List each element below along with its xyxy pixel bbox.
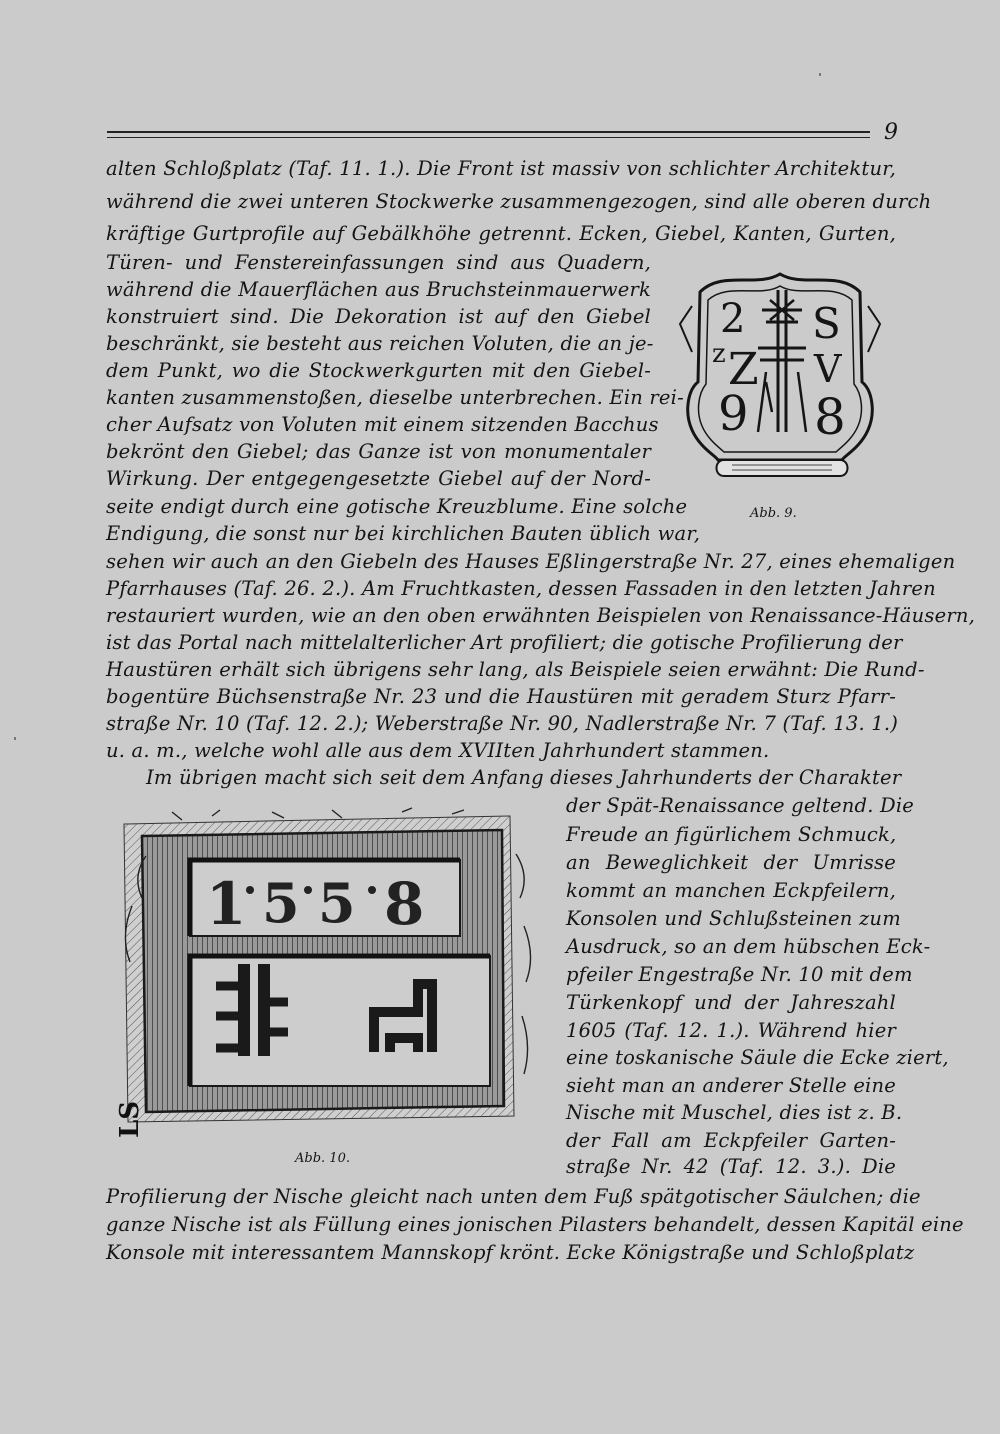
text-line: Nische mit Muschel, dies ist z. B.: [566, 1101, 903, 1124]
figure-9-glyph: 2: [720, 296, 746, 342]
date-digit: 5: [262, 871, 300, 935]
text-line: während die zwei unteren Stockwerke zusammengezogen, sind alle oberen durch: [106, 190, 932, 213]
text-line: Ausdruck, so an dem hübschen Eck-: [566, 935, 931, 958]
text-line: Wirkung. Der entgegengesetzte Giebel auf der Nord-: [106, 467, 651, 490]
text-line: während die Mauerflächen aus Bruchsteinmauerwerk: [106, 278, 651, 301]
text-line: ganze Nische ist als Füllung eines jonischen Pilasters behandelt, dessen Kapitäl eine: [106, 1213, 964, 1236]
figure-9-glyph: V: [814, 347, 842, 391]
text-line: Haustüren erhält sich übrigens sehr lang, als Beispiele seien erwähnt: Die Rund-: [106, 658, 925, 681]
text-line: eine toskanische Säule die Ecke ziert,: [566, 1046, 949, 1069]
text-line: kommt an manchen Eckpfeilern,: [566, 879, 896, 902]
figure-9-glyph: Z: [728, 344, 759, 395]
text-line: kanten zusammenstoßen, dieselbe unterbrechen. Ein rei-: [106, 386, 684, 409]
figure-9-glyph: 9: [718, 386, 749, 442]
text-line: seite endigt durch eine gotische Kreuzblume. Eine solche: [106, 495, 688, 518]
text-line: Im übrigen macht sich seit dem Anfang dieses Jahrhunderts der Charakter: [146, 766, 902, 789]
figure-9-caption: Abb. 9.: [750, 506, 797, 521]
text-line: bogentüre Büchsenstraße Nr. 23 und die Haustüren mit geradem Sturz Pfarr-: [106, 685, 896, 708]
text-line: Türkenkopf und der Jahreszahl: [566, 991, 896, 1014]
date-digit: 1: [206, 870, 247, 938]
figure-9-glyph: z: [712, 339, 726, 369]
text-line: 1605 (Taf. 12. 1.). Während hier: [566, 1019, 896, 1042]
text-line: straße Nr. 10 (Taf. 12. 2.); Weberstraße Nr. 90, Nadlerstraße Nr. 7 (Taf. 13. 1.): [106, 712, 899, 735]
text-line: restauriert wurden, wie an den oben erwähnten Beispielen von Renaissance-Häusern,: [106, 604, 976, 627]
text-line: dem Punkt, wo die Stockwerkgurten mit den Giebel-: [106, 359, 651, 382]
text-line: Türen- und Fenstereinfassungen sind aus Quadern,: [106, 251, 651, 274]
text-line: pfeiler Engestraße Nr. 10 mit dem: [566, 963, 913, 986]
figure-9-glyph: S: [812, 299, 841, 348]
figure-10-caption: Abb. 10.: [295, 1151, 350, 1166]
text-line: sehen wir auch an den Giebeln des Hauses Eßlingerstraße Nr. 27, eines ehemaligen: [106, 550, 956, 573]
text-line: Freude an figürlichem Schmuck,: [566, 823, 897, 846]
header-rule-thick: [107, 131, 870, 133]
paper-speck: [14, 737, 16, 740]
text-line: kräftige Gurtprofile auf Gebälkhöhe getrennt. Ecken, Giebel, Kanten, Gurten,: [106, 222, 896, 245]
text-line: Pfarrhauses (Taf. 26. 2.). Am Fruchtkasten, dessen Fassaden in den letzten Jahren: [106, 577, 936, 600]
figure-9-engraving: [662, 262, 898, 494]
text-line: der Fall am Eckpfeiler Garten-: [566, 1129, 896, 1152]
text-line: Konsolen und Schlußsteinen zum: [566, 907, 901, 930]
date-digit: 5: [318, 871, 356, 935]
text-line: u. a. m., welche wohl alle aus dem XVIIten Jahrhundert stammen.: [106, 739, 770, 762]
text-line: sieht man an anderer Stelle eine: [566, 1074, 896, 1097]
text-line: an Beweglichkeit der Umrisse: [566, 851, 896, 874]
date-digit: 8: [384, 870, 425, 938]
text-line: beschränkt, sie besteht aus reichen Voluten, die an je-: [106, 332, 654, 355]
figure-10-engraving: [112, 806, 542, 1152]
text-line: cher Aufsatz von Voluten mit einem sitzenden Bacchus: [106, 413, 659, 436]
text-line: konstruiert sind. Die Dekoration ist auf den Giebel: [106, 305, 651, 328]
text-line: alten Schloßplatz (Taf. 11. 1.). Die Front ist massiv von schlichter Architektur,: [106, 157, 896, 180]
header-rule-thin: [107, 137, 870, 138]
paper-speck: [819, 73, 821, 76]
text-line: ist das Portal nach mittelalterlicher Art profiliert; die gotische Profilierung der: [106, 631, 903, 654]
text-line: der Spät-Renaissance geltend. Die: [566, 794, 915, 817]
text-line: bekrönt den Giebel; das Ganze ist von monumentaler: [106, 440, 651, 463]
page-number: 9: [884, 120, 898, 145]
figure-10-monogram: LS: [115, 1100, 145, 1138]
text-line: straße Nr. 42 (Taf. 12. 3.). Die: [566, 1155, 896, 1178]
text-line: Konsole mit interessantem Mannskopf krönt. Ecke Königstraße und Schloßplatz: [106, 1241, 915, 1264]
figure-9-glyph: 8: [814, 388, 846, 446]
text-line: Endigung, die sonst nur bei kirchlichen Bauten üblich war,: [106, 522, 701, 545]
text-line: Profilierung der Nische gleicht nach unten dem Fuß spätgotischer Säulchen; die: [106, 1185, 921, 1208]
